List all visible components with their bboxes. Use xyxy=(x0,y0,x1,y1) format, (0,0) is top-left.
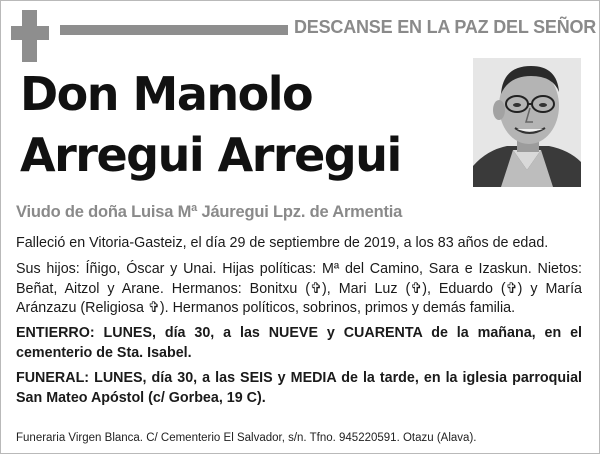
burial-notice: ENTIERRO: LUNES, día 30, a las NUEVE y CUARENTA de la mañana, en el cementerio de Sta. Isabel. xyxy=(16,325,582,361)
header-rule xyxy=(60,25,288,35)
funeral-home-footer: Funeraria Virgen Blanca. C/ Cementerio El Salvador, s/n. Tfno. 945220591. Otazu (Alava). xyxy=(16,432,477,444)
portrait-photo xyxy=(473,58,581,187)
deceased-name-line1: Don Manolo xyxy=(20,67,313,121)
deceased-name-line2: Arregui Arregui xyxy=(20,128,401,182)
spouse-line: Viudo de doña Luisa Mª Jáuregui Lpz. de Armentia xyxy=(16,203,403,221)
funeral-notice: FUNERAL: LUNES, día 30, a las SEIS y MEDIA de la tarde, en la iglesia parroquial San Mateo Apóstol (c/ Gorbea, 19 C). xyxy=(16,370,582,406)
death-notice: Falleció en Vitoria-Gasteiz, el día 29 de septiembre de 2019, a los 83 años de edad. xyxy=(16,235,549,251)
family-list: Sus hijos: Íñigo, Óscar y Unai. Hijas políticas: Mª del Camino, Sara e Izaskun. Nietos: Beñat, Aitzol y Arane. Hermanos: Bonitxu (✞), Mari Luz (✞), Eduardo (✞) y María Aránzazu (Religiosa ✞). Hermanos políticos, sobrinos, primos y demás familia. xyxy=(16,261,582,316)
header-tagline: DESCANSE EN LA PAZ DEL SEÑOR xyxy=(294,17,597,37)
latin-cross-icon xyxy=(11,10,49,62)
